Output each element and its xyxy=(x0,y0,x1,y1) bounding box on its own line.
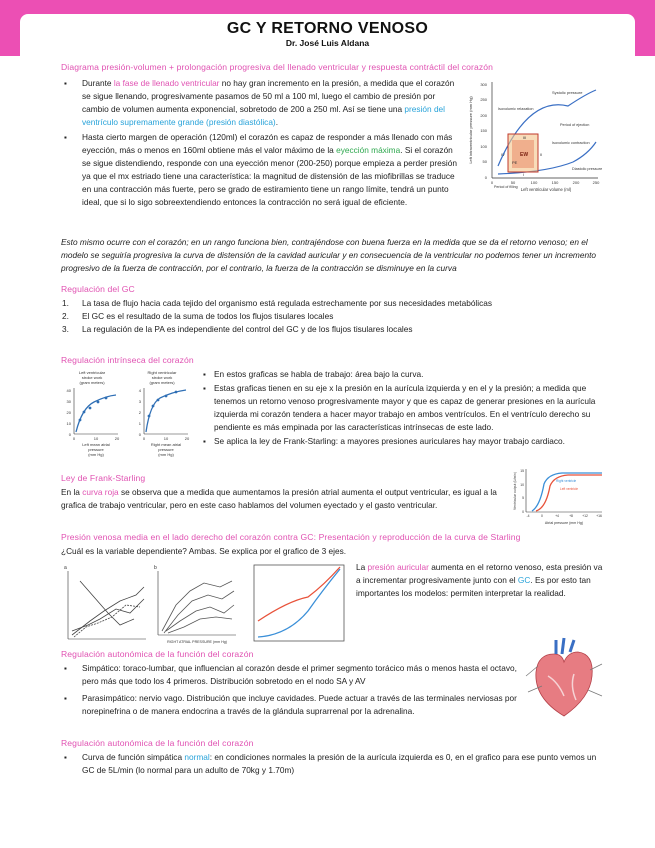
fs-ytick: 0 xyxy=(522,510,524,514)
rv-point xyxy=(175,391,178,394)
starling-3axis-svg xyxy=(248,561,348,646)
fs-xtick: +4 xyxy=(555,514,559,518)
fs-xtick: 0 xyxy=(541,514,543,518)
stroke-work-svg xyxy=(60,368,200,458)
pv-diagram-figure xyxy=(468,76,602,194)
pv-ytick: 150 xyxy=(480,128,487,133)
list-item xyxy=(61,323,621,336)
list-item xyxy=(61,297,621,310)
section-heading-autonomica-1: Regulación autonómica de la función del corazón xyxy=(61,649,254,659)
b1-highlight-diastolic: presión del ventrículo supremamente grande (presión diastólica) xyxy=(82,104,446,127)
lv-ytick: 0 xyxy=(68,432,71,437)
lv-xtick: 10 xyxy=(93,436,99,441)
frank-starling-chart xyxy=(512,466,604,526)
b1-highlight-filling: la fase de llenado ventricular xyxy=(113,78,220,88)
b1-end: . xyxy=(275,117,279,127)
pv-region-i: I xyxy=(523,172,525,177)
rv-title-2: stroke work xyxy=(151,375,173,380)
rv-point xyxy=(157,399,160,402)
lv-point xyxy=(97,401,100,404)
lv-point xyxy=(89,407,92,410)
pv-ytick: 0 xyxy=(484,175,487,180)
page-title: GC Y RETORNO VENOSO xyxy=(226,20,429,37)
heart-vessels xyxy=(556,638,574,654)
section7-bullet-item xyxy=(61,751,606,777)
fs-ytick: 15 xyxy=(520,469,524,473)
lv-xtick: 20 xyxy=(114,436,120,441)
fs-pre: En la xyxy=(61,487,83,497)
section6-bullets xyxy=(61,662,523,718)
pv-xtick: 150 xyxy=(551,180,559,185)
rv-xtick: 20 xyxy=(184,436,190,441)
pv-ytick: 250 xyxy=(480,97,487,102)
b1-mid: no hay gran incremento en la presión, a medida que el corazón se sigue llenando, progresivamente pasamos de 50 ml a 100 ml, luego el cambio de presión por cambio de volumen aumenta exponencial, sobretodo de 200 a 250 ml. Así se tiene una xyxy=(82,78,455,114)
list-item-text: El GC es el resultado de la suma de todos los flujos tisulares locales xyxy=(82,311,334,321)
section4-text xyxy=(61,486,506,512)
starling-sketch-figure xyxy=(60,561,240,646)
pv-ytick: 50 xyxy=(482,159,487,164)
section3-bullet: ▪ Se aplica la ley de Frank-Starling: a mayores presiones auriculares hay mayor trabajo cardiaco. xyxy=(200,435,605,448)
section1-bullet-2 xyxy=(61,131,461,209)
section6-bullet-simpatico: ▪ Simpático: toraco-lumbar, que influencian al corazón desde el primer segmento torácico más o menos hasta el octavo, pero más que todo los 4 primeros. Distribución sobretodo en el nodo SA y AV xyxy=(61,662,523,688)
pv-xtick: 200 xyxy=(572,180,580,185)
fs-legend-left: Left ventricle xyxy=(560,487,579,491)
pv-region-iv: IV xyxy=(501,152,505,157)
pv-xtick: 0 xyxy=(490,180,494,185)
pv-ytick: 100 xyxy=(480,144,487,149)
section3-bullet: ▪ En estos graficas se habla de trabajo: área bajo la curva. xyxy=(200,368,605,381)
b2-highlight-ejection: eyección máxima xyxy=(336,145,401,155)
fs-xtick: +8 xyxy=(569,514,573,518)
b2-mid: . Si el corazón se sigue distendiendo, responde con una eyección menor (200-250) porque empieza a perder presión ya que el mx estriado tiene una característica: la magnitud de distensión de las miofibrillas se traduce en una contracción más fuerte, pero se grado de estiramiento tiene un rango límite, tendrá un punto ideal, que si lo sigo sobreextendiendo entonces la contracción no será igual de eficiente. xyxy=(82,145,457,207)
rv-title-3: (gram meters) xyxy=(149,380,175,385)
fig-a-line xyxy=(80,581,134,625)
fs-xtick: -4 xyxy=(526,514,530,518)
fs-ylabel: Ventricular output (L/min) xyxy=(513,472,517,510)
pv-mid: aumenta en el retorno venoso, esta presión va a incrementar progresivamente junto con el xyxy=(356,562,603,585)
pv-label-filling: Period of filling xyxy=(494,185,518,189)
b1-pre: Durante xyxy=(82,78,114,88)
fig-label-b: b xyxy=(154,565,157,571)
fs-legend-right: Right ventricle xyxy=(556,479,577,483)
s7-pre: Curva de función simpática xyxy=(82,752,185,762)
s7-end: : en condiciones normales la presión de la aurícula izquierda es 0, en el grafico para ese punto vemos un GC de 5L/min (lo normal para un adulto de 70kg y 1.70m) xyxy=(82,752,597,775)
fs-xtick: +12 xyxy=(582,514,588,518)
section-heading-intrinseca: Regulación intrínseca del corazón xyxy=(61,355,194,365)
rv-xlabel-2: pressure xyxy=(158,447,174,452)
section1-bullet-1 xyxy=(61,77,461,129)
heart-illustration xyxy=(524,636,604,722)
rv-ytick: 2 xyxy=(138,410,141,415)
pv-label-diastolic: Diastolic pressure xyxy=(572,167,602,171)
pv-diagram-svg xyxy=(468,76,602,194)
lv-ytick: 20 xyxy=(66,410,71,415)
lv-ytick: 10 xyxy=(66,421,71,426)
fig-label-a: a xyxy=(64,565,67,571)
starling-3axis-chart xyxy=(248,561,348,646)
fs-highlight-red-curve: curva roja xyxy=(82,487,119,497)
section-heading-presion-venosa: Presión venosa media en el lado derecho del corazón contra GC: Presentación y reproducción de la curva de Starling xyxy=(61,532,521,542)
section6-bullet-parasimpatico: ▪ Parasimpático: nervio vago. Distribución que incluye cavidades. Puede actuar a través de las terminales nerviosas por norepinefrina o de manera endocrina a través de la glándula suprarrenal por la adrenalina. xyxy=(61,692,523,718)
fig-b-line xyxy=(162,581,232,631)
pv-region-pe: PE xyxy=(512,160,518,165)
heart-body xyxy=(536,652,592,716)
frank-starling-svg xyxy=(512,466,604,526)
pv-label-isovolumic-contr: Isovolumic contraction xyxy=(552,141,590,145)
fs-end: se observa que a medida que aumentamos la presión atrial aumenta el output ventricular, es igual a la grafica de trabajo ventricular, pero en este caso hablamos del volumen eyectado y el gasto ventricular. xyxy=(61,487,497,510)
lv-xlabel-1: Left mean atrial xyxy=(82,442,110,447)
rv-point xyxy=(148,415,151,418)
pv-label-ejection: Period of ejection xyxy=(560,123,590,127)
lv-xlabel-2: pressure xyxy=(88,447,104,452)
rv-ytick: 4 xyxy=(138,388,141,393)
section-heading-pv-diagram: Diagrama presión-volumen + prolongación progresiva del llenado ventricular y respuesta contráctil del corazón xyxy=(61,62,493,72)
lv-point xyxy=(105,397,108,400)
list-item xyxy=(61,310,621,323)
p-highlight-gc: GC xyxy=(517,575,531,585)
lv-title-1: Left ventricular xyxy=(78,370,106,375)
lv-xtick: 0 xyxy=(72,436,76,441)
rv-point xyxy=(165,395,168,398)
pv-label-systolic: Systolic pressure xyxy=(552,90,583,95)
pv-x-label: Left ventricular volume (ml) xyxy=(520,187,572,192)
lv-point xyxy=(83,411,86,414)
fig-b-xlabel: RIGHT ATRIAL PRESSURE (mm Hg) xyxy=(167,640,227,644)
pv-pre: La xyxy=(356,562,368,572)
list-number: 1. xyxy=(62,298,69,308)
fig-a-line xyxy=(72,587,144,635)
list-item-text: La tasa de flujo hacia cada tejido del organismo está regulada estrechamente por sus necesidades metabólicas xyxy=(82,298,493,308)
fig-b-line xyxy=(164,591,234,633)
lv-xlabel-3: (mm Hg) xyxy=(88,452,104,457)
lv-point xyxy=(79,419,82,422)
rv-ytick: 1 xyxy=(138,421,141,426)
rv-ytick: 0 xyxy=(138,432,141,437)
pv-y-label: Left intraventricular pressure (mm Hg) xyxy=(468,96,473,164)
section3-bullet: ▪ Estas graficas tienen en su eje x la presión en la aurícula izquierda y en el y la presión; a medida que tenemos un retorno venoso progresivamente mayor y que es capaz de generar presiones en la aurícula izquierda mi corazón tendera a hacer mayor trabajo en ambos ventrículos. En el ventrículo derecho su pendiente es más empinada por las características intrínsecas de este lado. xyxy=(200,382,605,434)
pv-region-ii: II xyxy=(540,152,543,157)
heart-svg xyxy=(524,636,604,722)
pv-region-iii: III xyxy=(523,135,527,140)
rv-title-1: Right ventricular xyxy=(147,370,177,375)
pv-xtick: 50 xyxy=(510,180,516,185)
pv-ytick: 300 xyxy=(480,82,487,87)
p-highlight-atrial: presión auricular xyxy=(367,562,429,572)
pv-ytick: 200 xyxy=(480,113,487,118)
rv-xtick: 10 xyxy=(163,436,169,441)
pv-region-ew: EW xyxy=(520,152,529,158)
rv-xlabel-1: Right mean atrial xyxy=(150,442,182,447)
lv-title-2: stroke work xyxy=(81,375,103,380)
section7-bullet xyxy=(61,751,606,777)
fs-xlabel: Atrial pressure (mm Hg) xyxy=(544,521,584,525)
section2-list xyxy=(61,297,621,336)
list-item-text: La regulación de la PA es independiente del control del GC y de los flujos tisulares locales xyxy=(82,324,413,334)
lv-ytick: 30 xyxy=(66,399,71,404)
rv-ytick: 3 xyxy=(138,399,141,404)
fs-xtick: +16 xyxy=(596,514,602,518)
s7-highlight-normal: normal xyxy=(184,752,210,762)
section-heading-regulacion-gc: Regulación del GC xyxy=(61,284,135,294)
lv-curve xyxy=(76,395,116,432)
pv-label-isovolumic-relax: Isovolumic relaxation xyxy=(498,107,534,111)
pv-end: . Es por esto tan importantes los modelos: permiten interpretar la realidad. xyxy=(356,575,591,598)
starling-sketch-svg xyxy=(60,561,240,646)
section3-bullets xyxy=(200,368,605,448)
section5-question: ¿Cuál es la variable dependiente? Ambas. Se explica por el grafico de 3 ejes. xyxy=(61,546,347,556)
pv-xtick: 250 xyxy=(592,180,600,185)
lv-ytick: 40 xyxy=(66,388,71,393)
fs-ytick: 5 xyxy=(522,496,524,500)
b2-pre: Hasta cierto margen de operación (120ml) el corazón es capaz de responder a más llenado con más eyección, más o menos en 160ml obtiene más el valor máximo de la xyxy=(82,132,453,155)
author: Dr. José Luis Aldana xyxy=(285,38,370,48)
section1-text xyxy=(61,77,461,209)
fs-ytick: 10 xyxy=(520,483,524,487)
list-number: 3. xyxy=(62,324,69,334)
section1-italic-text: Esto mismo ocurre con el corazón; en un rango funciona bien, contrajéndose con buena fuerza en la medida que se da el retorno venoso; en el modelo se seguiría progresiva la curva de distensión de la cavidad auricular y en consecuencia de la ventricular no podemos tener un incremento progresivo de la fuerza de contracción, por el contrario, la fuerza de la contracción se disminuye en la curva xyxy=(61,237,596,273)
rv-xtick: 0 xyxy=(142,436,146,441)
stroke-work-charts xyxy=(60,368,200,458)
fig-b-line xyxy=(168,617,232,633)
section-heading-frank-starling: Ley de Frank-Starling xyxy=(61,473,146,483)
section-heading-autonomica-2: Regulación autonómica de la función del corazón xyxy=(61,738,254,748)
list-number: 2. xyxy=(62,311,69,321)
lv-title-3: (gram meters) xyxy=(79,380,105,385)
rv-point xyxy=(152,405,155,408)
pv-xtick: 100 xyxy=(530,180,538,185)
section5-paragraph xyxy=(356,561,606,600)
rv-xlabel-3: (mm Hg) xyxy=(158,452,174,457)
